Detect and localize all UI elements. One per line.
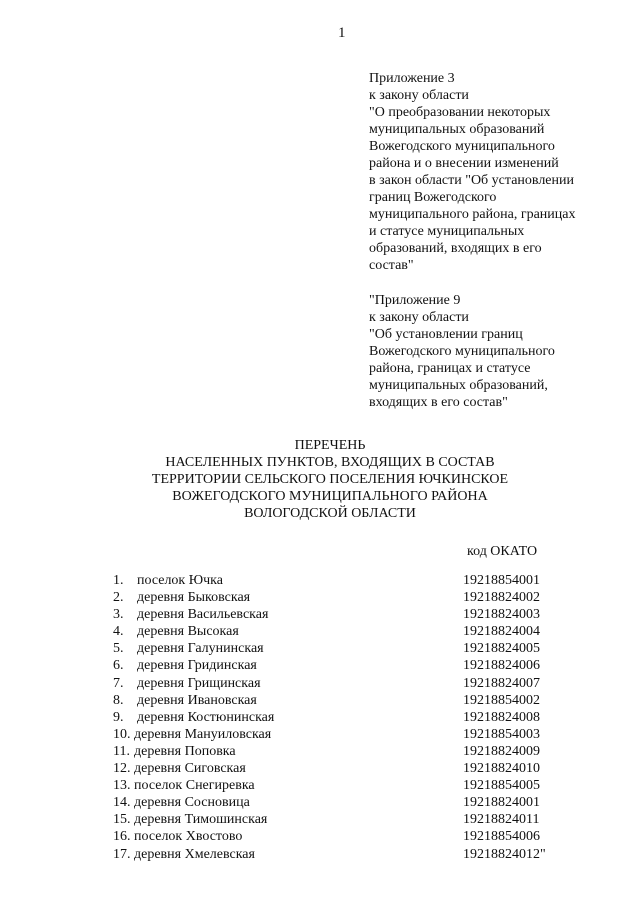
settlement-okato-code: 19218824005 [463, 641, 540, 657]
settlement-number: 7. [113, 675, 124, 691]
settlement-name: деревня Мануиловская [134, 726, 272, 742]
okato-column-header: код ОКАТО [467, 544, 538, 559]
title-line: ТЕРРИТОРИИ СЕЛЬСКОГО ПОСЕЛЕНИЯ ЮЧКИНСКОЕ [151, 472, 509, 487]
appendix-9-line: муниципальных образований, [369, 378, 548, 393]
appendix-9-header [369, 292, 634, 411]
settlement-name: деревня Хмелевская [134, 846, 255, 862]
appendix-3-line: Приложение 3 [369, 71, 455, 86]
appendix-3-line: Вожегодского муниципального [369, 139, 555, 154]
settlement-number: 14. [113, 795, 131, 811]
appendix-9-line: к закону области [369, 310, 469, 325]
settlement-number: 4. [113, 624, 124, 640]
appendix-9-line: "Об установлении границ [369, 327, 523, 342]
settlement-name: поселок Снегиревка [134, 778, 255, 794]
settlement-okato-code: 19218824006 [463, 658, 540, 674]
title-line: ВОЖЕГОДСКОГО МУНИЦИПАЛЬНОГО РАЙОНА [172, 489, 488, 504]
appendix-3-line: "О преобразовании некоторых [369, 105, 551, 120]
settlement-number: 2. [113, 590, 124, 606]
settlement-row [113, 675, 573, 692]
appendix-9-line: Вожегодского муниципального [369, 344, 555, 359]
settlement-okato-code: 19218824007 [463, 675, 540, 691]
settlement-okato-code: 19218824012" [463, 846, 546, 862]
settlement-number: 5. [113, 641, 124, 657]
appendix-3-line: границ Вожегодского [369, 190, 497, 205]
settlement-name: деревня Быковская [137, 590, 251, 606]
settlement-okato-code: 19218824004 [463, 624, 540, 640]
settlement-number: 12. [113, 761, 131, 777]
settlement-row [113, 640, 573, 657]
settlement-name: деревня Гридинская [137, 658, 257, 674]
appendix-3-line: и статусе муниципальных [369, 224, 525, 239]
settlement-number: 6. [113, 658, 124, 674]
settlement-name: поселок Хвостово [134, 829, 243, 845]
settlement-okato-code: 19218854005 [463, 778, 540, 794]
settlement-row [113, 828, 573, 845]
settlement-name: деревня Высокая [137, 624, 239, 640]
settlement-number: 9. [113, 709, 124, 725]
settlement-okato-code: 19218854002 [463, 692, 540, 708]
settlement-row [113, 623, 573, 640]
appendix-3-line: к закону области [369, 88, 469, 103]
settlement-row [113, 726, 573, 743]
settlement-row [113, 606, 573, 623]
settlement-number: 1. [113, 573, 124, 588]
settlement-okato-code: 19218824011 [463, 812, 540, 828]
settlement-row [113, 811, 573, 828]
settlement-name: деревня Поповка [134, 743, 236, 759]
settlement-okato-code: 19218824003 [463, 607, 540, 623]
settlement-number: 13. [113, 778, 131, 794]
settlement-okato-code: 19218824010 [463, 761, 540, 777]
settlement-name: деревня Ивановская [137, 692, 257, 708]
settlement-row [113, 846, 573, 863]
settlement-number: 8. [113, 692, 124, 708]
settlement-row [113, 572, 573, 589]
settlement-okato-code: 19218824002 [463, 590, 540, 606]
settlement-row [113, 743, 573, 760]
title-line: ПЕРЕЧЕНЬ [294, 438, 366, 453]
settlement-name: поселок Ючка [137, 573, 223, 588]
settlement-number: 10. [113, 726, 131, 742]
settlement-name: деревня Костюнинская [137, 709, 275, 725]
settlement-okato-code: 19218824008 [463, 709, 540, 725]
settlement-okato-code: 19218854003 [463, 726, 540, 742]
appendix-3-header [369, 70, 634, 274]
appendix-3-line: в закон области "Об установлении [369, 173, 574, 188]
settlement-okato-code: 19218854006 [463, 829, 540, 845]
settlement-okato-code: 19218824009 [463, 743, 540, 759]
settlement-row [113, 692, 573, 709]
settlement-name: деревня Сиговская [134, 761, 246, 777]
settlement-row [113, 777, 573, 794]
settlement-okato-code: 19218824001 [463, 795, 540, 811]
settlement-name: деревня Грищинская [137, 675, 261, 691]
settlement-name: деревня Галунинская [137, 641, 264, 657]
settlement-number: 15. [113, 812, 131, 828]
settlement-row [113, 794, 573, 811]
document-title [100, 437, 560, 522]
settlement-row [113, 657, 573, 674]
appendix-9-line: района, границах и статусе [369, 361, 531, 376]
settlement-number: 16. [113, 829, 131, 845]
title-line: НАСЕЛЕННЫХ ПУНКТОВ, ВХОДЯЩИХ В СОСТАВ [165, 455, 495, 470]
appendix-3-line: состав" [369, 258, 414, 273]
settlement-number: 3. [113, 607, 124, 623]
title-line: ВОЛОГОДСКОЙ ОБЛАСТИ [244, 506, 416, 521]
settlement-row [113, 589, 573, 606]
appendix-9-line: входящих в его состав" [369, 395, 508, 410]
page-number: 1 [338, 25, 346, 41]
settlement-number: 17. [113, 846, 131, 862]
settlement-number: 11. [113, 743, 130, 759]
settlement-name: деревня Сосновица [134, 795, 250, 811]
appendix-3-line: муниципального района, границах [369, 207, 576, 222]
appendix-3-line: района и о внесении изменений [369, 156, 559, 171]
appendix-9-line: "Приложение 9 [369, 293, 461, 308]
settlement-row [113, 709, 573, 726]
settlement-row [113, 760, 573, 777]
appendix-3-line: муниципальных образований [369, 122, 545, 137]
settlement-name: деревня Васильевская [137, 607, 269, 623]
settlements-list [113, 572, 573, 863]
settlement-okato-code: 19218854001 [463, 573, 540, 588]
settlement-name: деревня Тимошинская [134, 812, 268, 828]
appendix-3-line: образований, входящих в его [369, 241, 542, 256]
